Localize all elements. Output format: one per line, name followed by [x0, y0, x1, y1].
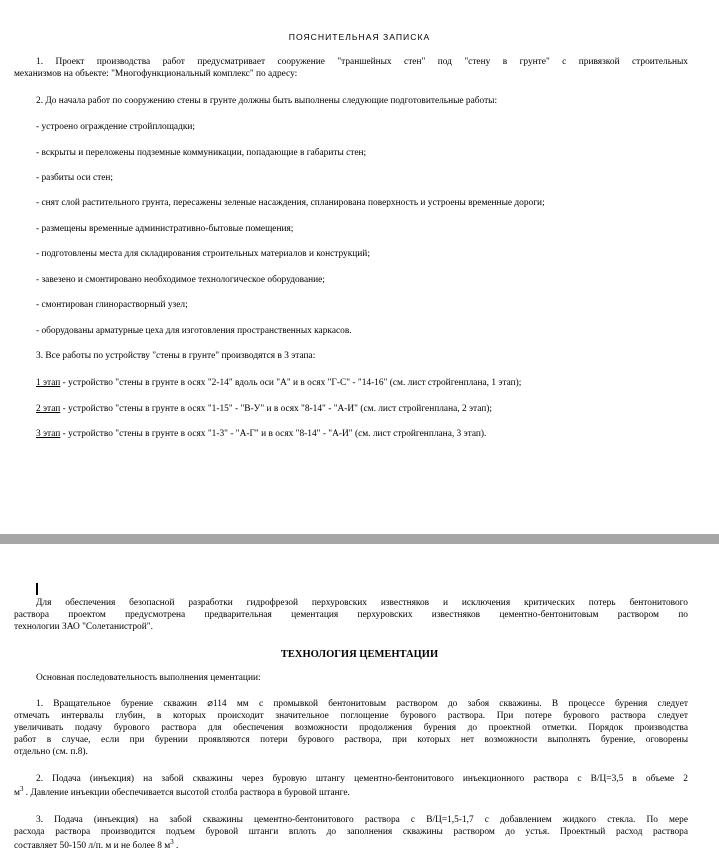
step-2-line-1: 2. Подача (инъекция) на забой скважины через буровую штангу цементно-бентонитового инъекционного раствора с В/Ц=3,5 в объеме 2 — [36, 774, 688, 784]
page-separator — [0, 534, 719, 544]
step-2-line-2 — [14, 784, 350, 799]
list-item: - вскрыты и переложены подземные коммуникации, попадающие в габариты стен; — [36, 148, 367, 158]
superscript: 3 — [170, 837, 174, 846]
step-1-line-4: работ в случае, если при бурении проявляются потери бурового раствора, при которых нет возможности выполнять бурение, оговорены — [14, 735, 688, 745]
list-item: - размещены временные административно-бытовые помещения; — [36, 224, 294, 234]
intro-line-3: технологии ЗАО "Солетанистрой". — [14, 622, 153, 632]
list-item: - разбиты оси стен; — [36, 173, 114, 183]
section-heading: ТЕХНОЛОГИЯ ЦЕМЕНТАЦИИ — [280, 649, 439, 660]
stage-text: - устройство "стены в грунте в осях "2-14" вдоль оси "А" и в осях "Г-С" - "14-16" (см. лист стройгенплана, 1 этап); — [60, 378, 522, 388]
step-3-line-2: расхода раствора производится подъем буровой штанги вплоть до заполнения скважины раствором до устья. Проектный расход раствора — [14, 827, 688, 837]
document-title: ПОЯСНИТЕЛЬНАЯ ЗАПИСКА — [288, 32, 431, 42]
stage-2 — [36, 404, 492, 415]
list-item: - устроено ограждение стройплощадки; — [36, 122, 196, 132]
text-cursor — [36, 583, 38, 595]
sequence-heading: Основная последовательность выполнения цементации: — [36, 673, 261, 683]
list-item: - оборудованы арматурные цеха для изготовления пространственных каркасов. — [36, 326, 352, 336]
step-3-tail: . — [173, 841, 179, 851]
step-2-text: . Давление инъекции обеспечивается высотой столба раствора в буровой штанге. — [23, 788, 350, 798]
step-3-line-3 — [14, 837, 179, 852]
superscript: 3 — [19, 784, 24, 793]
stage-label: 1 этап — [36, 378, 61, 388]
step-3-line-1: 3. Подача (инъекция) на забой скважины цементно-бентонитового раствора с В/Ц=1,5-1,7 с добавлением жидкого стекла. По мере — [36, 815, 688, 825]
stage-label: 3 этап — [36, 429, 61, 439]
paragraph-2: 2. До начала работ по сооружению стены в грунте должны быть выполнены следующие подготовительные работы: — [36, 96, 498, 106]
intro-line-1: Для обеспечения безопасной разработки гидрофрезой перхуровских известняков и исключения критических потерь бентонитового — [36, 598, 688, 608]
paragraph-1-line-2: механизмов на объекте: "Многофункциональный комплекс" по адресу: — [14, 69, 298, 79]
step-1-line-2: отмечать интервалы глубин, в которых происходит значительное поглощение бурового раствора. При потере бурового раствора следует — [14, 711, 688, 721]
stage-3 — [36, 429, 486, 440]
unit-text: м — [14, 788, 20, 798]
paragraph-3: 3. Все работы по устройству "стены в грунте" производятся в 3 этапа: — [36, 351, 316, 361]
paragraph-1-line-1: 1. Проект производства работ предусматривает сооружение "траншейных стен" под "стену в грунте" с привязкой строительных — [36, 57, 688, 67]
step-1-line-5: отдельно (см. п.8). — [14, 747, 88, 757]
step-1-line-3: увеличивать подачу бурового раствора для обеспечения возможности продолжения бурения до проектной отметки. Порядок производства — [14, 723, 688, 733]
stage-text: - устройство "стены в грунте в осях "1-15" - "В-У" и в осях "8-14" - "А-И" (см. лист стройгенплана, 2 этап); — [60, 404, 492, 414]
step-1-line-1: 1. Вращательное бурение скважин ⌀114 мм с промывкой бентонитовым раствором до забоя скважины. В процессе бурения следует — [36, 699, 688, 709]
list-item: - снят слой растительного грунта, пересажены зеленые насаждения, спланирована поверхность и устроены временные дороги; — [36, 198, 545, 208]
list-item: - завезено и смонтировано необходимое технологическое оборудование; — [36, 275, 325, 285]
list-item: - подготовлены места для складирования строительных материалов и конструкций; — [36, 249, 370, 259]
list-item: - смонтирован глинорастворный узел; — [36, 300, 188, 310]
intro-line-2: раствора проектом предусмотрена предварительная цементация перхуровских известняков цементно-бентонитовым раствором по — [14, 610, 688, 620]
stage-text: - устройство "стены в грунте в осях "1-3" - "А-Г" и в осях "8-14" - "А-И" (см. лист стройгенплана, 3 этап). — [60, 429, 487, 439]
stage-label: 2 этап — [36, 404, 61, 414]
stage-1 — [36, 378, 521, 389]
step-3-text: составляет 50-150 л/п. м и не более 8 м — [14, 841, 171, 851]
